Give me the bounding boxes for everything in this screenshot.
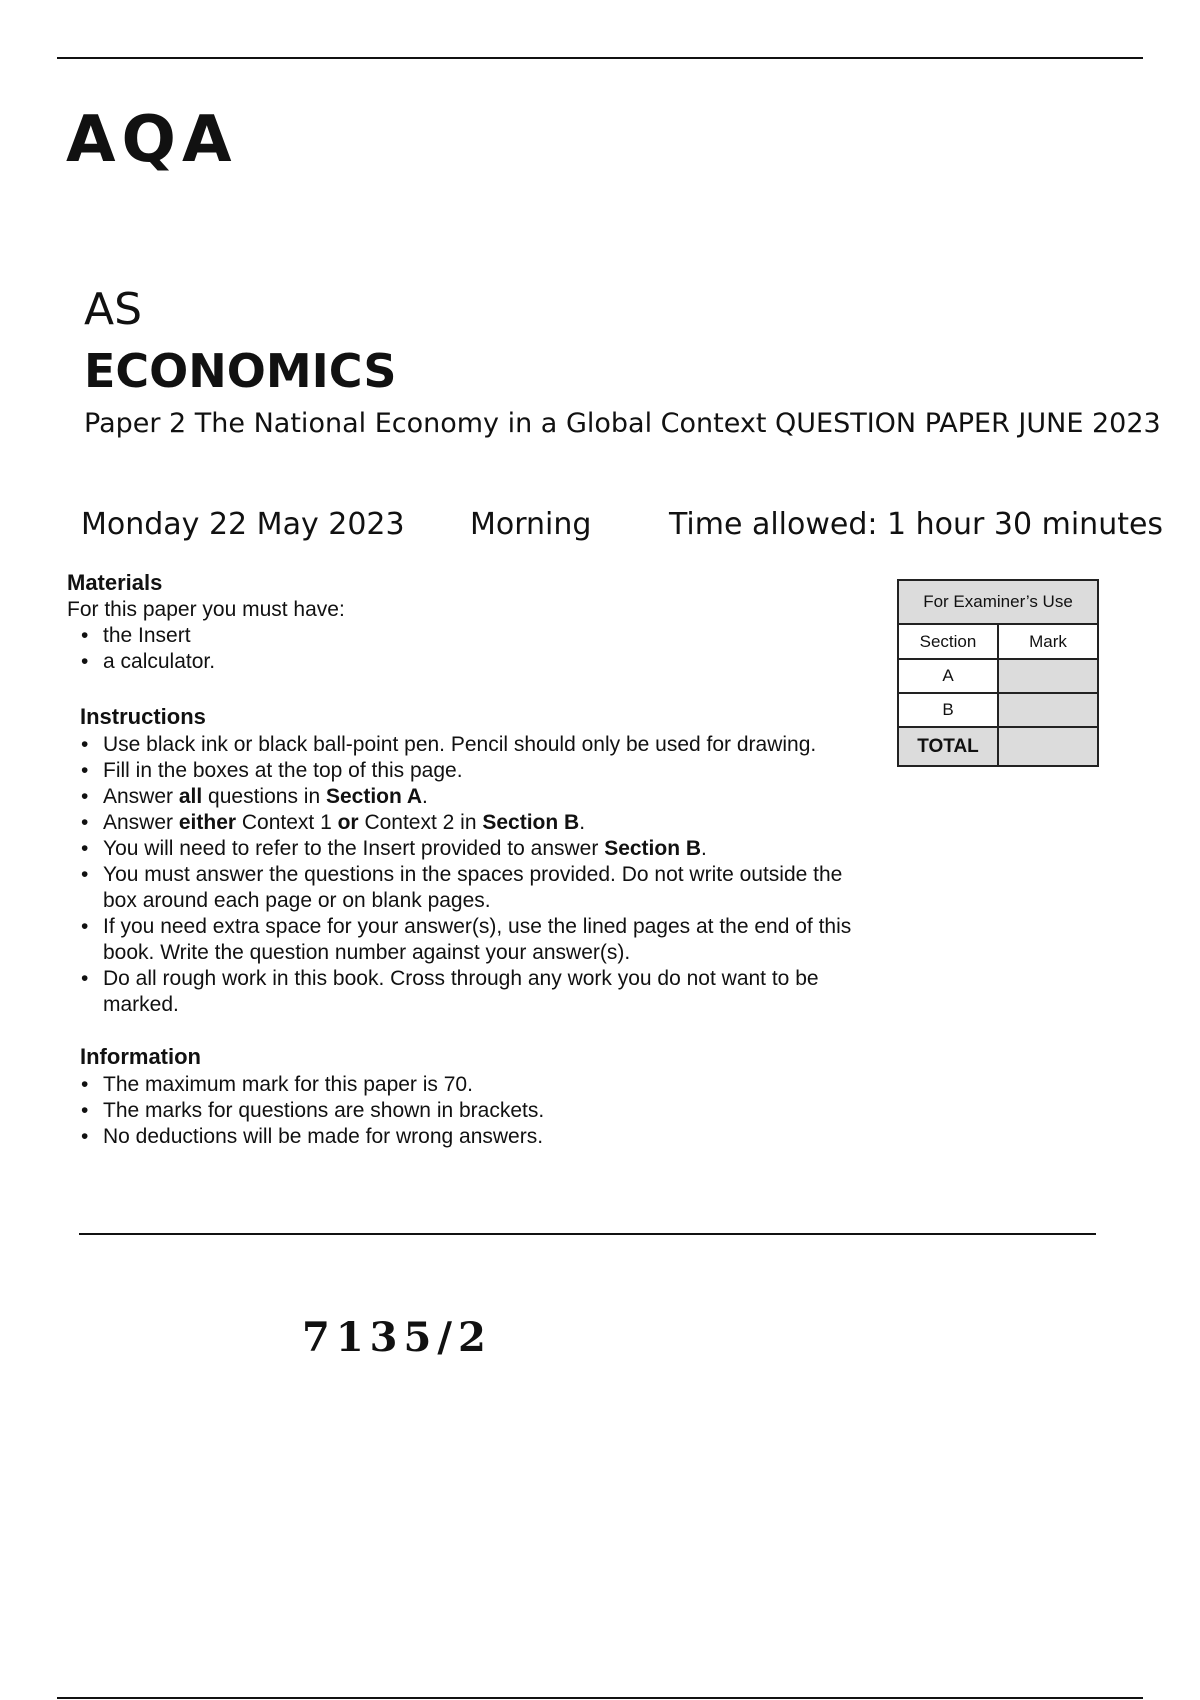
bold-text: Section A [325,785,423,808]
paper-code: 7135/2 [302,1314,492,1361]
text: Answer [103,785,179,808]
total-label: TOTAL [898,727,998,766]
time-allowed: Time allowed: 1 hour 30 minutes [669,507,1164,542]
bold-text: or [337,811,359,834]
qualification-level: AS [84,284,143,335]
section-a-mark-box [998,659,1098,693]
top-rule [57,57,1143,59]
examiner-table-title: For Examiner’s Use [898,580,1098,624]
bold-text: either [178,811,237,834]
aqa-logo: AQA [66,103,238,177]
list-item: • Fill in the boxes at the top of this page. [80,758,880,784]
exam-session: Morning [470,507,592,542]
text: . [422,785,428,808]
subject-title: ECONOMICS [84,344,397,398]
text: Context 1 [236,811,338,834]
materials-section [67,572,867,675]
paper-title: Paper 2 The National Economy in a Global Context QUESTION PAPER JUNE 2023 [84,408,1161,439]
text: Context 2 in [358,811,483,834]
section-b-label: B [898,693,998,727]
bold-text: Section B [482,811,580,834]
list-item: • Use black ink or black ball-point pen. Pencil should only be used for drawing. [80,732,880,758]
list-item: • a calculator. [80,649,867,675]
materials-heading: Materials [67,570,163,595]
materials-list [80,623,867,675]
instructions-section [80,706,880,1018]
text: . [579,811,586,834]
list-item: • the Insert [80,623,867,649]
list-item [80,810,880,836]
list-item: • Do all rough work in this book. Cross through any work you do not want to be marked. [80,966,880,1018]
bottom-rule [57,1697,1143,1699]
text: . [701,837,707,860]
bold-text: all [178,785,203,808]
information-list [80,1072,880,1150]
section-b-mark-box [998,693,1098,727]
list-item [80,836,880,862]
section-column-header: Section [898,624,998,659]
information-section [80,1046,880,1150]
materials-intro: For this paper you must have: [67,598,345,621]
bold-text: Section B [604,837,702,860]
text: questions in [202,785,326,808]
text: You will need to refer to the Insert provided to answer [103,837,605,860]
list-item: • No deductions will be made for wrong answers. [80,1124,880,1150]
section-a-label: A [898,659,998,693]
list-item: • You must answer the questions in the spaces provided. Do not write outside the box around each page or on blank pages. [80,862,880,914]
instructions-heading: Instructions [80,704,206,729]
text: Answer [103,811,179,834]
instructions-list [80,732,880,1018]
list-item [80,784,880,810]
mark-column-header: Mark [998,624,1098,659]
section-divider [79,1233,1096,1235]
total-mark-box [998,727,1098,766]
list-item: • The maximum mark for this paper is 70. [80,1072,880,1098]
list-item: • If you need extra space for your answer(s), use the lined pages at the end of this book. Write the question number against your answer(s). [80,914,880,966]
exam-date: Monday 22 May 2023 [81,507,405,542]
list-item: • The marks for questions are shown in brackets. [80,1098,880,1124]
examiner-use-table [897,579,1099,767]
information-heading: Information [80,1044,201,1069]
